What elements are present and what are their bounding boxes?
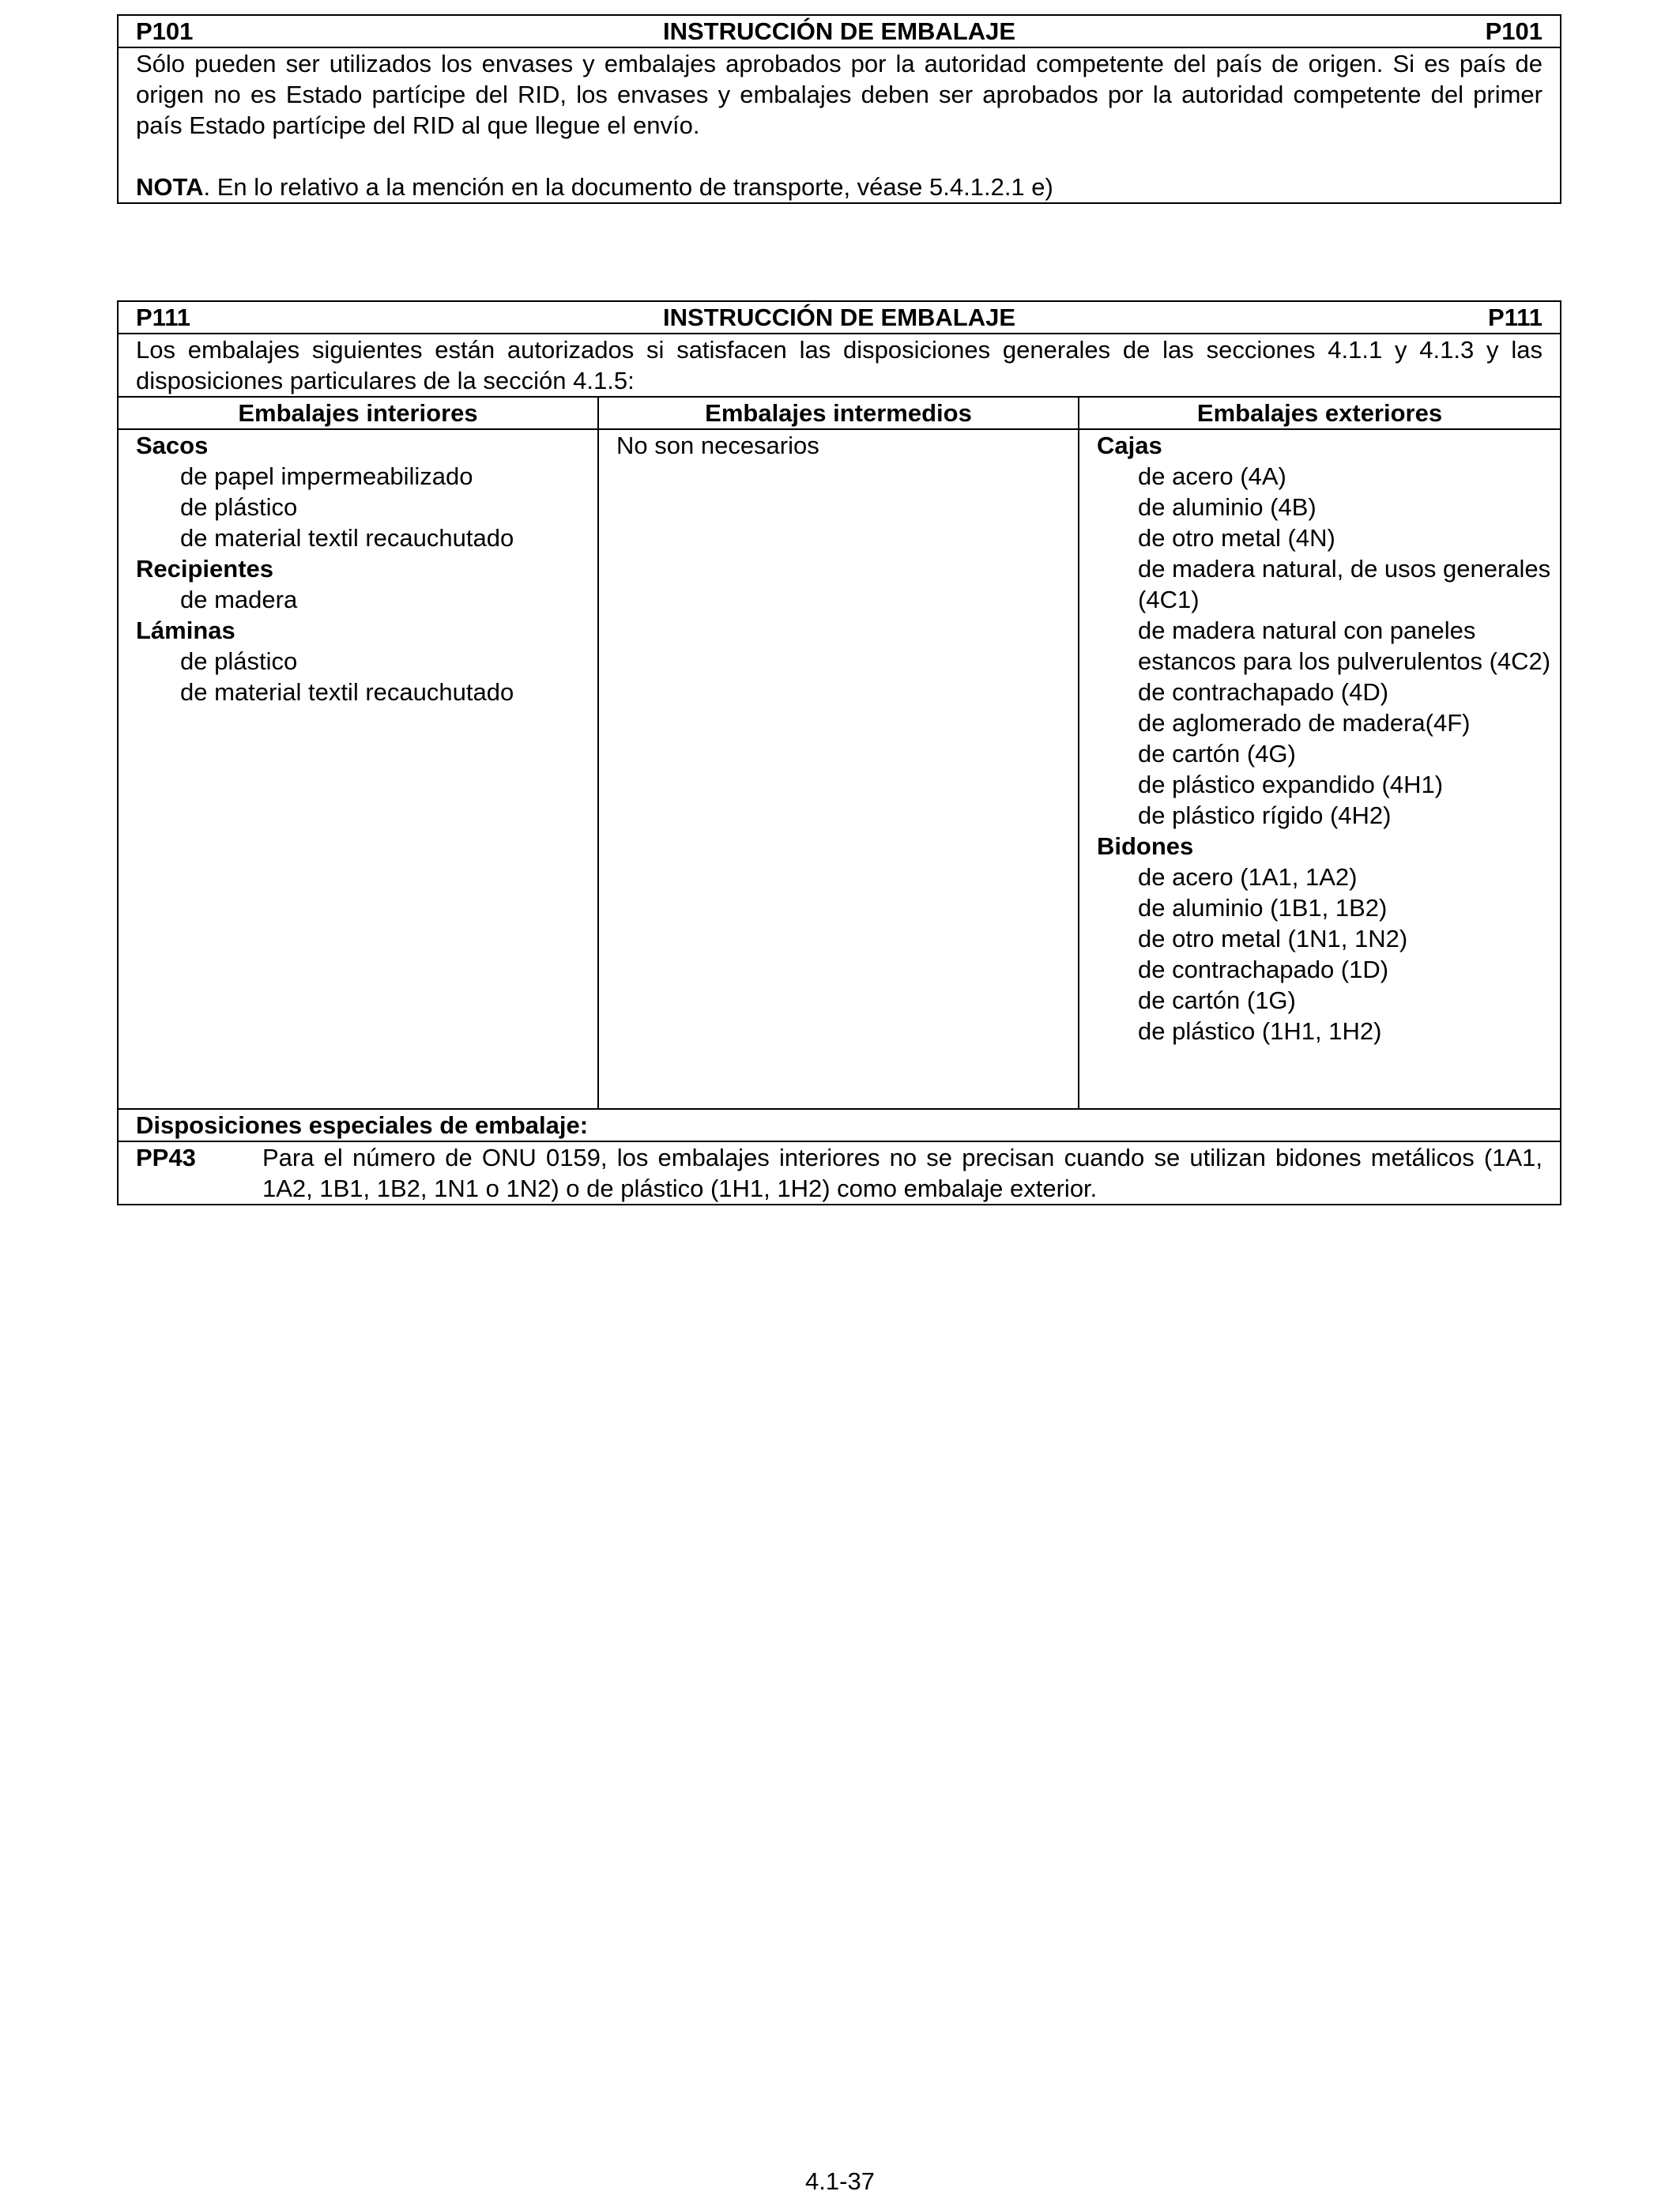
- exteriores-item: de cartón (1G): [1138, 986, 1296, 1014]
- interiores-group-heading: Sacos: [136, 432, 209, 459]
- exteriores-column: [1079, 398, 1560, 1108]
- interiores-group-heading: Recipientes: [136, 555, 274, 583]
- p101-note: [136, 172, 1543, 202]
- p101-title: INSTRUCCIÓN DE EMBALAJE: [662, 17, 1016, 45]
- note-text: . En lo relativo a la mención en la documento de transporte, véase 5.4.1.2.1 e): [203, 173, 1053, 201]
- pp-code: PP43: [136, 1144, 196, 1171]
- exteriores-group-heading: Bidones: [1097, 832, 1194, 860]
- exteriores-item: de plástico rígido (4H2): [1138, 801, 1392, 829]
- exteriores-item: de madera natural, de usos generales (4C1): [1138, 555, 1551, 613]
- exteriores-item: de aluminio (4B): [1138, 493, 1317, 521]
- intermedios-list: [599, 430, 1078, 1108]
- exteriores-item: de acero (1A1, 1A2): [1138, 863, 1358, 891]
- exteriores-item: de cartón (4G): [1138, 740, 1296, 767]
- interiores-item: de material textil recauchutado: [180, 678, 514, 706]
- exteriores-item: de plástico expandido (4H1): [1138, 771, 1444, 798]
- col-header-interiores: Embalajes interiores: [119, 398, 597, 430]
- col-header-exteriores: Embalajes exteriores: [1079, 398, 1560, 430]
- exteriores-item: de aluminio (1B1, 1B2): [1138, 894, 1388, 922]
- p111-intro: Los embalajes siguientes están autorizados si satisfacen las disposiciones generales de las secciones 4.1.1 y 4.1.3 y las disposiciones particulares de la sección 4.1.5:: [119, 334, 1560, 398]
- note-label: NOTA: [136, 173, 204, 201]
- p101-header: [119, 16, 1560, 48]
- exteriores-group-heading: Cajas: [1097, 432, 1162, 459]
- page-number: 4.1-37: [805, 2167, 875, 2195]
- exteriores-item: de aglomerado de madera(4F): [1138, 709, 1471, 737]
- exteriores-item: de contrachapado (4D): [1138, 678, 1389, 706]
- exteriores-item: de madera natural con paneles estancos para los pulverulentos (4C2): [1138, 617, 1551, 675]
- p101-body: [119, 48, 1560, 202]
- p111-table: [117, 300, 1561, 1205]
- special-provision-row: [119, 1142, 1560, 1204]
- p111-title: INSTRUCCIÓN DE EMBALAJE: [662, 304, 1016, 331]
- p101-code-left: P101: [136, 17, 194, 45]
- pp-text: Para el número de ONU 0159, los embalajes interiores no se precisan cuando se utilizan bidones metálicos (1A1, 1A2, 1B1, 1B2, 1N1 o 1N2) o de plástico (1H1, 1H2) como embalaje exterior.: [262, 1144, 1543, 1202]
- intermedios-column: [599, 398, 1079, 1108]
- p111-code-right: P111: [1488, 304, 1543, 331]
- interiores-item: de madera: [180, 586, 298, 613]
- intermedios-text: No son necesarios: [616, 432, 819, 459]
- interiores-group-heading: Láminas: [136, 617, 235, 644]
- p101-paragraph: Sólo pueden ser utilizados los envases y embalajes aprobados por la autoridad competente del país de origen. Si es país de origen no es Estado partícipe del RID, los envases y embalajes deben ser aprobados por la autoridad competente del primer país Estado partícipe del RID al que llegue el envío.: [136, 50, 1543, 139]
- exteriores-list: [1079, 430, 1560, 1108]
- interiores-item: de material textil recauchutado: [180, 524, 514, 552]
- p111-header: [119, 302, 1560, 334]
- interiores-list: [119, 430, 597, 1108]
- exteriores-item: de contrachapado (1D): [1138, 956, 1389, 983]
- exteriores-item: de plástico (1H1, 1H2): [1138, 1017, 1382, 1045]
- exteriores-item: de otro metal (1N1, 1N2): [1138, 925, 1408, 952]
- p101-table: [117, 14, 1561, 204]
- interiores-column: [119, 398, 599, 1108]
- interiores-item: de papel impermeabilizado: [180, 462, 473, 490]
- exteriores-item: de otro metal (4N): [1138, 524, 1335, 552]
- special-provisions-title: Disposiciones especiales de embalaje:: [119, 1110, 1560, 1142]
- p111-code-left: P111: [136, 304, 190, 331]
- interiores-item: de plástico: [180, 647, 298, 675]
- packaging-columns: [119, 398, 1560, 1110]
- col-header-intermedios: Embalajes intermedios: [599, 398, 1078, 430]
- p101-code-right: P101: [1485, 17, 1543, 45]
- interiores-item: de plástico: [180, 493, 298, 521]
- exteriores-item: de acero (4A): [1138, 462, 1286, 490]
